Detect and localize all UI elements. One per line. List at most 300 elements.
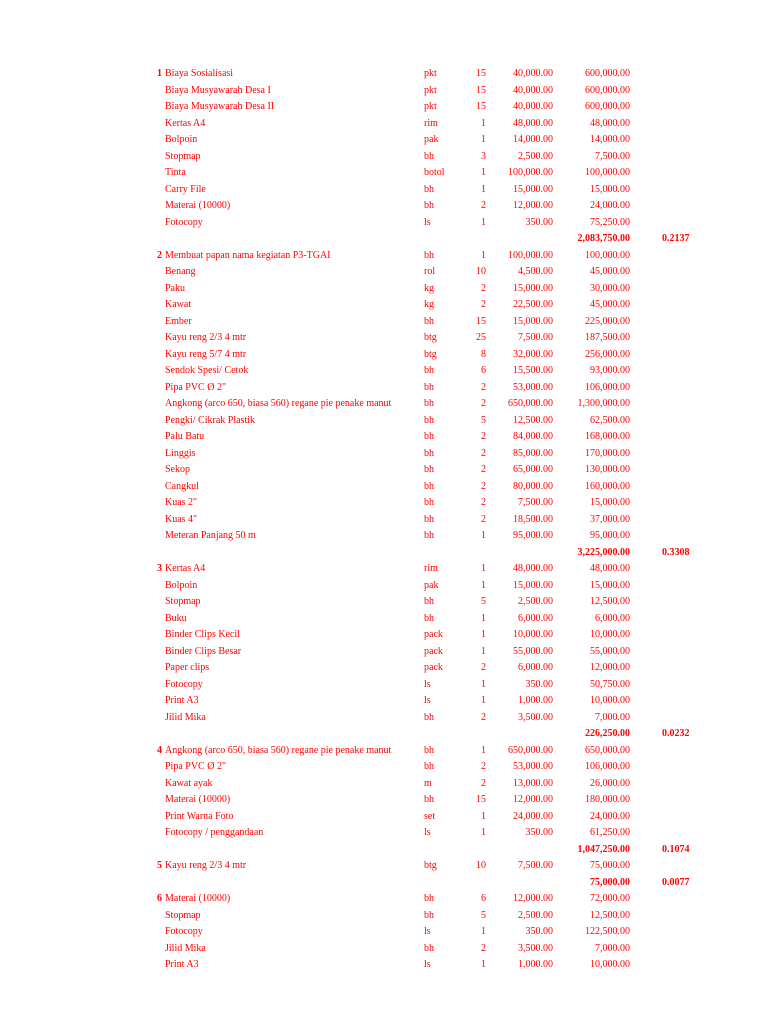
item-unit: bh [424, 431, 434, 442]
item-description: Palu Batu [165, 431, 205, 442]
item-total: 45,000.00 [590, 299, 630, 310]
item-total: 24,000.00 [590, 810, 630, 822]
item-quantity: 1 [481, 134, 486, 145]
item-unit-price: 80,000.00 [513, 480, 553, 492]
item-description: Pengki/ Cikrak Plastik [165, 414, 255, 426]
item-unit-price: 13,000.00 [513, 777, 553, 789]
table-row [0, 677, 768, 694]
subtotal-amount: 75,000.00 [590, 876, 630, 888]
item-quantity: 2 [481, 381, 486, 393]
item-unit: bh [424, 596, 434, 607]
item-description: Print Warna Foto [165, 810, 234, 822]
item-unit: ls [424, 695, 431, 706]
item-unit-price: 40,000.00 [513, 68, 553, 79]
item-unit: rim [424, 563, 438, 574]
item-total: 30,000.00 [590, 282, 630, 294]
item-total: 75,000.00 [590, 860, 630, 871]
item-quantity: 2 [481, 662, 486, 673]
item-description: Print A3 [165, 695, 199, 706]
item-description: Meteran Panjang 50 m [165, 530, 256, 541]
table-row [0, 776, 768, 793]
table-row [0, 693, 768, 710]
table-row [0, 792, 768, 809]
item-quantity: 1 [481, 530, 486, 541]
item-quantity: 2 [481, 497, 486, 508]
item-description: Stopmap [165, 150, 201, 162]
item-total: 7,500.00 [595, 150, 630, 162]
item-unit-price: 2,500.00 [518, 150, 553, 162]
item-total: 10,000.00 [590, 695, 630, 706]
item-unit-price: 2,500.00 [518, 596, 553, 607]
item-quantity: 2 [481, 299, 486, 310]
item-description: Fotocopy [165, 926, 203, 937]
item-unit: pack [424, 629, 443, 640]
item-quantity: 1 [481, 959, 486, 970]
item-unit: botol [424, 167, 445, 178]
item-total: 62,500.00 [590, 414, 630, 426]
item-unit: btg [424, 332, 437, 343]
item-description: Materai (10000) [165, 893, 231, 904]
subtotal-amount: 3,225,000.00 [577, 546, 630, 558]
item-unit-price: 100,000.00 [508, 167, 553, 178]
item-unit-price: 53,000.00 [513, 381, 553, 393]
item-unit-price: 18,500.00 [513, 513, 553, 525]
item-unit: m [424, 777, 432, 789]
item-quantity: 2 [481, 480, 486, 492]
table-row [0, 809, 768, 826]
item-total: 168,000.00 [585, 431, 630, 442]
item-number: 4 [157, 744, 162, 756]
item-unit: bh [424, 381, 434, 393]
item-quantity: 25 [476, 332, 486, 343]
item-quantity: 15 [476, 68, 486, 79]
item-quantity: 1 [481, 612, 486, 624]
item-quantity: 1 [481, 678, 486, 690]
table-row [0, 908, 768, 925]
item-unit: bh [424, 398, 434, 409]
item-total: 12,500.00 [590, 909, 630, 921]
item-unit-price: 85,000.00 [513, 447, 553, 459]
item-total: 130,000.00 [585, 464, 630, 475]
item-quantity: 1 [481, 216, 486, 228]
item-quantity: 1 [481, 744, 486, 756]
item-quantity: 1 [481, 810, 486, 822]
item-quantity: 2 [481, 447, 486, 459]
item-total: 75,250.00 [590, 216, 630, 228]
table-row [0, 627, 768, 644]
subtotal-row [0, 842, 768, 859]
item-quantity: 6 [481, 365, 486, 376]
table-row [0, 297, 768, 314]
item-unit: pkt [424, 84, 437, 96]
item-unit: bh [424, 513, 434, 525]
item-description: Biaya Sosialisasi [165, 68, 234, 79]
item-unit-price: 48,000.00 [513, 117, 553, 129]
item-description: Buku [165, 612, 187, 624]
item-total: 180,000.00 [585, 794, 630, 805]
item-unit: ls [424, 959, 431, 970]
subtotal-amount: 2,083,750.00 [577, 233, 630, 244]
table-row [0, 891, 768, 908]
table-row [0, 314, 768, 331]
item-unit: bh [424, 249, 434, 261]
item-unit-price: 48,000.00 [513, 563, 553, 574]
item-unit-price: 7,500.00 [518, 497, 553, 508]
item-unit-price: 350.00 [525, 216, 553, 228]
item-description: Paper clips [165, 662, 210, 673]
subtotal-row [0, 726, 768, 743]
item-unit-price: 22,500.00 [513, 299, 553, 310]
item-total: 12,500.00 [590, 596, 630, 607]
item-total: 650,000.00 [585, 744, 630, 756]
item-quantity: 2 [481, 464, 486, 475]
item-quantity: 2 [481, 431, 486, 442]
item-unit-price: 350.00 [525, 926, 553, 937]
item-description: Sekop [165, 464, 190, 475]
item-unit: bh [424, 183, 434, 195]
item-unit-price: 40,000.00 [513, 84, 553, 96]
subtotal-amount: 226,250.00 [585, 728, 630, 739]
item-unit: pkt [424, 101, 437, 112]
item-unit-price: 6,000.00 [518, 662, 553, 673]
item-description: Materai (10000) [165, 200, 231, 211]
item-unit: bh [424, 530, 434, 541]
item-quantity: 1 [481, 579, 486, 591]
table-row [0, 413, 768, 430]
item-unit: bh [424, 711, 434, 723]
table-row [0, 825, 768, 842]
item-unit: bh [424, 761, 434, 772]
subtotal-row [0, 231, 768, 248]
item-description: Kuas 2" [165, 497, 198, 508]
item-quantity: 1 [481, 183, 486, 195]
item-description: Binder Clips Besar [165, 645, 242, 657]
item-total: 50,750.00 [590, 678, 630, 690]
item-description: Binder Clips Kecil [165, 629, 240, 640]
item-total: 106,000.00 [585, 381, 630, 393]
subtotal-ratio: 0.1074 [662, 843, 690, 855]
item-quantity: 2 [481, 942, 486, 954]
item-total: 95,000.00 [590, 530, 630, 541]
table-row [0, 149, 768, 166]
item-total: 100,000.00 [585, 167, 630, 178]
item-description: Benang [165, 266, 196, 277]
item-unit: bh [424, 480, 434, 492]
item-unit-price: 6,000.00 [518, 612, 553, 624]
item-unit: bh [424, 315, 434, 327]
table-row [0, 512, 768, 529]
item-description: Kertas A4 [165, 563, 206, 574]
table-row [0, 99, 768, 116]
item-unit-price: 2,500.00 [518, 909, 553, 921]
item-unit-price: 1,000.00 [518, 695, 553, 706]
table-row [0, 380, 768, 397]
item-description: Linggis [165, 447, 196, 459]
item-total: 106,000.00 [585, 761, 630, 772]
item-unit: pkt [424, 68, 437, 79]
table-row [0, 924, 768, 941]
item-total: 170,000.00 [585, 447, 630, 459]
subtotal-amount: 1,047,250.00 [577, 843, 630, 855]
item-quantity: 5 [481, 414, 486, 426]
item-description: Stopmap [165, 596, 201, 607]
item-quantity: 15 [476, 794, 486, 805]
item-unit: bh [424, 893, 434, 904]
item-unit: pack [424, 662, 443, 673]
item-total: 100,000.00 [585, 249, 630, 261]
table-row [0, 644, 768, 661]
item-quantity: 3 [481, 150, 486, 162]
item-description: Kuas 4" [165, 513, 198, 525]
item-total: 6,000.00 [595, 612, 630, 624]
subtotal-ratio: 0.3308 [662, 546, 690, 558]
item-quantity: 1 [481, 645, 486, 657]
item-unit: ls [424, 678, 431, 690]
subtotal-ratio: 0.0077 [662, 876, 690, 888]
item-number: 3 [157, 563, 162, 574]
table-row [0, 528, 768, 545]
item-unit-price: 7,500.00 [518, 332, 553, 343]
item-unit: bh [424, 414, 434, 426]
item-total: 160,000.00 [585, 480, 630, 492]
table-row [0, 116, 768, 133]
item-number: 1 [157, 68, 162, 79]
item-unit-price: 15,500.00 [513, 365, 553, 376]
item-description: Bolpoin [165, 134, 198, 145]
item-description: Kayu reng 2/3 4 mtr [165, 860, 247, 871]
item-quantity: 5 [481, 909, 486, 921]
item-description: Biaya Musyawarah Desa II [165, 101, 275, 112]
item-total: 600,000.00 [585, 101, 630, 112]
item-unit-price: 12,000.00 [513, 200, 553, 211]
item-total: 7,000.00 [595, 942, 630, 954]
item-unit-price: 84,000.00 [513, 431, 553, 442]
item-unit: pack [424, 645, 443, 657]
item-unit: bh [424, 365, 434, 376]
item-quantity: 10 [476, 860, 486, 871]
item-unit: rol [424, 266, 436, 277]
item-unit: kg [424, 282, 434, 294]
item-unit: bh [424, 150, 434, 162]
item-total: 48,000.00 [590, 563, 630, 574]
table-row [0, 182, 768, 199]
table-row [0, 198, 768, 215]
item-unit-price: 15,000.00 [513, 315, 553, 327]
subtotal-row [0, 545, 768, 562]
item-unit: ls [424, 926, 431, 937]
item-description: Jilid Mika [165, 942, 206, 954]
item-quantity: 2 [481, 711, 486, 723]
item-description: Sendok Spesi/ Cetok [165, 365, 249, 376]
item-unit: btg [424, 860, 437, 871]
table-row [0, 396, 768, 413]
item-quantity: 5 [481, 596, 486, 607]
item-description: Kawat [165, 299, 192, 310]
item-number: 5 [157, 860, 162, 871]
table-row [0, 264, 768, 281]
item-unit: bh [424, 744, 434, 756]
item-unit-price: 650,000.00 [508, 744, 553, 756]
item-description: Carry File [165, 183, 206, 195]
item-total: 72,000.00 [590, 893, 630, 904]
item-quantity: 10 [476, 266, 486, 277]
item-unit-price: 55,000.00 [513, 645, 553, 657]
item-unit: bh [424, 200, 434, 211]
item-description: Paku [165, 282, 185, 294]
item-quantity: 1 [481, 926, 486, 937]
item-description: Angkong (arco 650, biasa 560) regane pie penake manut [165, 744, 392, 756]
item-total: 15,000.00 [590, 497, 630, 508]
item-unit-price: 7,500.00 [518, 860, 553, 871]
item-description: Kayu reng 5/7 4 mtr [165, 348, 247, 360]
item-total: 7,000.00 [595, 711, 630, 723]
item-total: 45,000.00 [590, 266, 630, 277]
item-unit: btg [424, 348, 437, 360]
table-row [0, 248, 768, 265]
subtotal-ratio: 0.0232 [662, 728, 690, 739]
table-row [0, 759, 768, 776]
item-unit-price: 350.00 [525, 678, 553, 690]
item-total: 187,500.00 [585, 332, 630, 343]
table-row [0, 660, 768, 677]
table-row [0, 363, 768, 380]
table-row [0, 83, 768, 100]
item-description: Pipa PVC Ø 2" [165, 381, 227, 393]
item-quantity: 2 [481, 777, 486, 789]
item-quantity: 1 [481, 117, 486, 129]
item-description: Cangkul [165, 480, 199, 492]
item-quantity: 6 [481, 893, 486, 904]
subtotal-ratio: 0.2137 [662, 233, 690, 244]
item-quantity: 2 [481, 398, 486, 409]
table-row [0, 710, 768, 727]
item-quantity: 2 [481, 200, 486, 211]
item-total: 225,000.00 [585, 315, 630, 327]
item-total: 600,000.00 [585, 84, 630, 96]
table-row [0, 578, 768, 595]
item-unit-price: 1,000.00 [518, 959, 553, 970]
table-row [0, 858, 768, 875]
item-unit-price: 100,000.00 [508, 249, 553, 261]
item-quantity: 1 [481, 695, 486, 706]
item-total: 55,000.00 [590, 645, 630, 657]
item-total: 14,000.00 [590, 134, 630, 145]
item-quantity: 1 [481, 563, 486, 574]
item-total: 48,000.00 [590, 117, 630, 129]
table-row [0, 165, 768, 182]
item-quantity: 1 [481, 249, 486, 261]
item-quantity: 2 [481, 282, 486, 294]
item-unit-price: 3,500.00 [518, 711, 553, 723]
item-number: 2 [157, 249, 162, 261]
table-row [0, 479, 768, 496]
item-unit: bh [424, 794, 434, 805]
table-row [0, 594, 768, 611]
item-description: Stopmap [165, 909, 201, 921]
table-row [0, 347, 768, 364]
item-unit-price: 4,500.00 [518, 266, 553, 277]
budget-table [0, 66, 768, 974]
item-unit: bh [424, 942, 434, 954]
item-unit-price: 12,500.00 [513, 414, 553, 426]
item-total: 1,300,000.00 [577, 398, 630, 409]
item-unit-price: 53,000.00 [513, 761, 553, 772]
item-total: 15,000.00 [590, 183, 630, 195]
item-total: 26,000.00 [590, 777, 630, 789]
item-unit: rim [424, 117, 438, 129]
table-row [0, 561, 768, 578]
item-unit: kg [424, 299, 434, 310]
item-unit-price: 12,000.00 [513, 794, 553, 805]
item-unit: set [424, 810, 436, 822]
table-row [0, 66, 768, 83]
item-quantity: 2 [481, 513, 486, 525]
table-row [0, 281, 768, 298]
item-unit-price: 12,000.00 [513, 893, 553, 904]
item-quantity: 15 [476, 101, 486, 112]
item-unit: bh [424, 909, 434, 921]
item-description: Fotocopy / penggandaan [165, 827, 264, 838]
item-description: Ember [165, 315, 192, 327]
item-description: Materai (10000) [165, 794, 231, 805]
item-unit: bh [424, 464, 434, 475]
item-unit: bh [424, 612, 434, 624]
item-description: Kertas A4 [165, 117, 206, 129]
table-row [0, 215, 768, 232]
item-unit: ls [424, 827, 431, 838]
item-unit-price: 65,000.00 [513, 464, 553, 475]
item-description: Fotocopy [165, 678, 203, 690]
table-row [0, 132, 768, 149]
item-unit-price: 15,000.00 [513, 183, 553, 195]
item-total: 600,000.00 [585, 68, 630, 79]
item-unit-price: 3,500.00 [518, 942, 553, 954]
table-row [0, 446, 768, 463]
item-description: Membuat papan nama kegiatan P3-TGAI [165, 249, 331, 261]
item-description: Angkong (arco 650, biasa 560) regane pie penake manut [165, 398, 392, 409]
item-total: 24,000.00 [590, 200, 630, 211]
item-unit: ls [424, 216, 431, 228]
item-unit: pak [424, 134, 439, 145]
item-total: 256,000.00 [585, 348, 630, 360]
item-quantity: 15 [476, 84, 486, 96]
table-row [0, 330, 768, 347]
item-number: 6 [157, 893, 162, 904]
item-unit-price: 32,000.00 [513, 348, 553, 360]
item-quantity: 1 [481, 629, 486, 640]
item-unit: pak [424, 579, 439, 591]
item-description: Kayu reng 2/3 4 mtr [165, 332, 247, 343]
table-row [0, 462, 768, 479]
item-total: 61,250.00 [590, 827, 630, 838]
item-quantity: 1 [481, 167, 486, 178]
item-unit: bh [424, 447, 434, 459]
table-row [0, 611, 768, 628]
item-unit-price: 350.00 [525, 827, 553, 838]
item-description: Pipa PVC Ø 2" [165, 761, 227, 772]
item-description: Bolpoin [165, 579, 198, 591]
item-quantity: 1 [481, 827, 486, 838]
item-unit-price: 95,000.00 [513, 530, 553, 541]
table-row [0, 941, 768, 958]
item-total: 12,000.00 [590, 662, 630, 673]
item-unit-price: 24,000.00 [513, 810, 553, 822]
table-row [0, 429, 768, 446]
item-unit-price: 10,000.00 [513, 629, 553, 640]
item-total: 10,000.00 [590, 629, 630, 640]
table-row [0, 743, 768, 760]
item-total: 122,500.00 [585, 926, 630, 937]
